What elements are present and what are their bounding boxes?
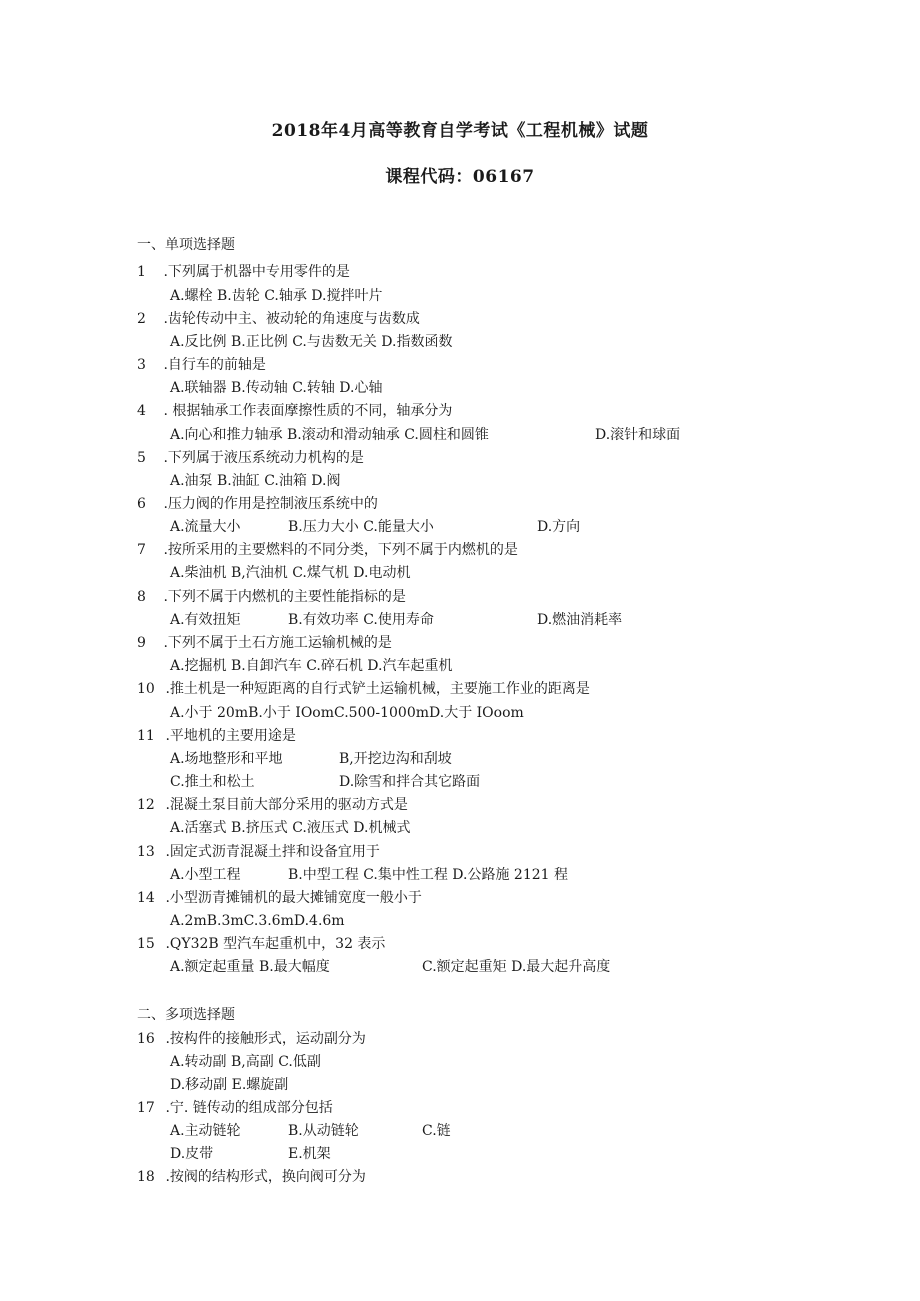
question-options: A.有效扭矩 B.有效功率 C.使用寿命 D.燃油消耗率 bbox=[170, 612, 623, 628]
question-stem: 12 .混凝土泵目前大部分采用的驱动方式是 bbox=[137, 797, 408, 813]
question-stem: 11 .平地机的主要用途是 bbox=[137, 728, 296, 744]
question-options: A.柴油机 B,汽油机 C.煤气机 D.电动机 bbox=[170, 565, 411, 581]
question-stem: 18 .按阀的结构形式，换向阀可分为 bbox=[137, 1169, 366, 1185]
question-options: A.小于 20mB.小于 IOomC.500-1000mD.大于 IOoom bbox=[170, 705, 524, 721]
question-options: A.2mB.3mC.3.6mD.4.6m bbox=[170, 913, 345, 929]
question-options: D.移动副 E.螺旋副 bbox=[170, 1077, 289, 1093]
question-options: A.流量大小 B.压力大小 C.能量大小 D.方向 bbox=[170, 519, 581, 535]
document-title: 2018年4月高等教育自学考试《工程机械》试题 bbox=[271, 121, 649, 141]
question-stem: 3 .自行车的前轴是 bbox=[137, 357, 266, 373]
question-stem: 9 .下列不属于土石方施工运输机械的是 bbox=[137, 635, 392, 651]
question-options: A.转动副 B,高副 C.低副 bbox=[170, 1054, 321, 1070]
question-stem: 10 .推土机是一种短距离的自行式铲土运输机械，主要施工作业的距离是 bbox=[137, 681, 590, 697]
question-options: A.挖掘机 B.自卸汽车 C.碎石机 D.汽车起重机 bbox=[170, 658, 453, 674]
question-options: A.小型工程 B.中型工程 C.集中性工程 D.公路施 2121 程 bbox=[170, 867, 569, 883]
question-stem: 4 . 根据轴承工作表面摩擦性质的不同，轴承分为 bbox=[137, 403, 453, 419]
section-heading: 二、多项选择题 bbox=[137, 1007, 235, 1023]
question-options: A.油泵 B.油缸 C.油箱 D.阀 bbox=[170, 473, 341, 489]
question-options: A.向心和推力轴承 B.滚动和滑动轴承 C.圆柱和圆锥 D.滚针和球面 bbox=[170, 427, 681, 443]
question-stem: 1 .下列属于机器中专用零件的是 bbox=[137, 264, 350, 280]
question-options: A.额定起重量 B.最大幅度 C.额定起重矩 D.最大起升高度 bbox=[170, 959, 611, 975]
question-stem: 8 .下列不属于内燃机的主要性能指标的是 bbox=[137, 589, 406, 605]
question-options: D.皮带 E.机架 bbox=[170, 1146, 331, 1162]
question-options: C.推土和松土 D.除雪和拌合其它路面 bbox=[170, 774, 481, 790]
course-code: 课程代码：06167 bbox=[385, 167, 535, 187]
question-options: A.螺栓 B.齿轮 C.轴承 D.搅拌叶片 bbox=[170, 288, 383, 304]
question-stem: 5 .下列属于液压系统动力机构的是 bbox=[137, 450, 364, 466]
question-options: A.主动链轮 B.从动链轮 C.链 bbox=[170, 1123, 451, 1139]
question-stem: 6 .压力阀的作用是控制液压系统中的 bbox=[137, 496, 378, 512]
question-options: A.活塞式 B.挤压式 C.液压式 D.机械式 bbox=[170, 820, 411, 836]
section-heading: 一、单项选择题 bbox=[137, 237, 235, 253]
question-options: A.联轴器 B.传动轴 C.转轴 D.心轴 bbox=[170, 380, 383, 396]
question-stem: 7 .按所采用的主要燃料的不同分类，下列不属于内燃机的是 bbox=[137, 542, 518, 558]
question-options: A.反比例 B.正比例 C.与齿数无关 D.指数函数 bbox=[170, 334, 453, 350]
question-stem: 2 .齿轮传动中主、被动轮的角速度与齿数成 bbox=[137, 311, 420, 327]
question-stem: 15 .QY32B 型汽车起重机中，32 表示 bbox=[137, 936, 386, 952]
question-stem: 13 .固定式沥青混凝土拌和设备宜用于 bbox=[137, 844, 380, 860]
question-stem: 17 .宁. 链传动的组成部分包括 bbox=[137, 1100, 333, 1116]
question-stem: 16 .按构件的接触形式，运动副分为 bbox=[137, 1031, 366, 1047]
question-options: A.场地整形和平地 B,开挖边沟和刮坡 bbox=[170, 751, 452, 767]
question-stem: 14 .小型沥青摊铺机的最大摊铺宽度一般小于 bbox=[137, 890, 422, 906]
